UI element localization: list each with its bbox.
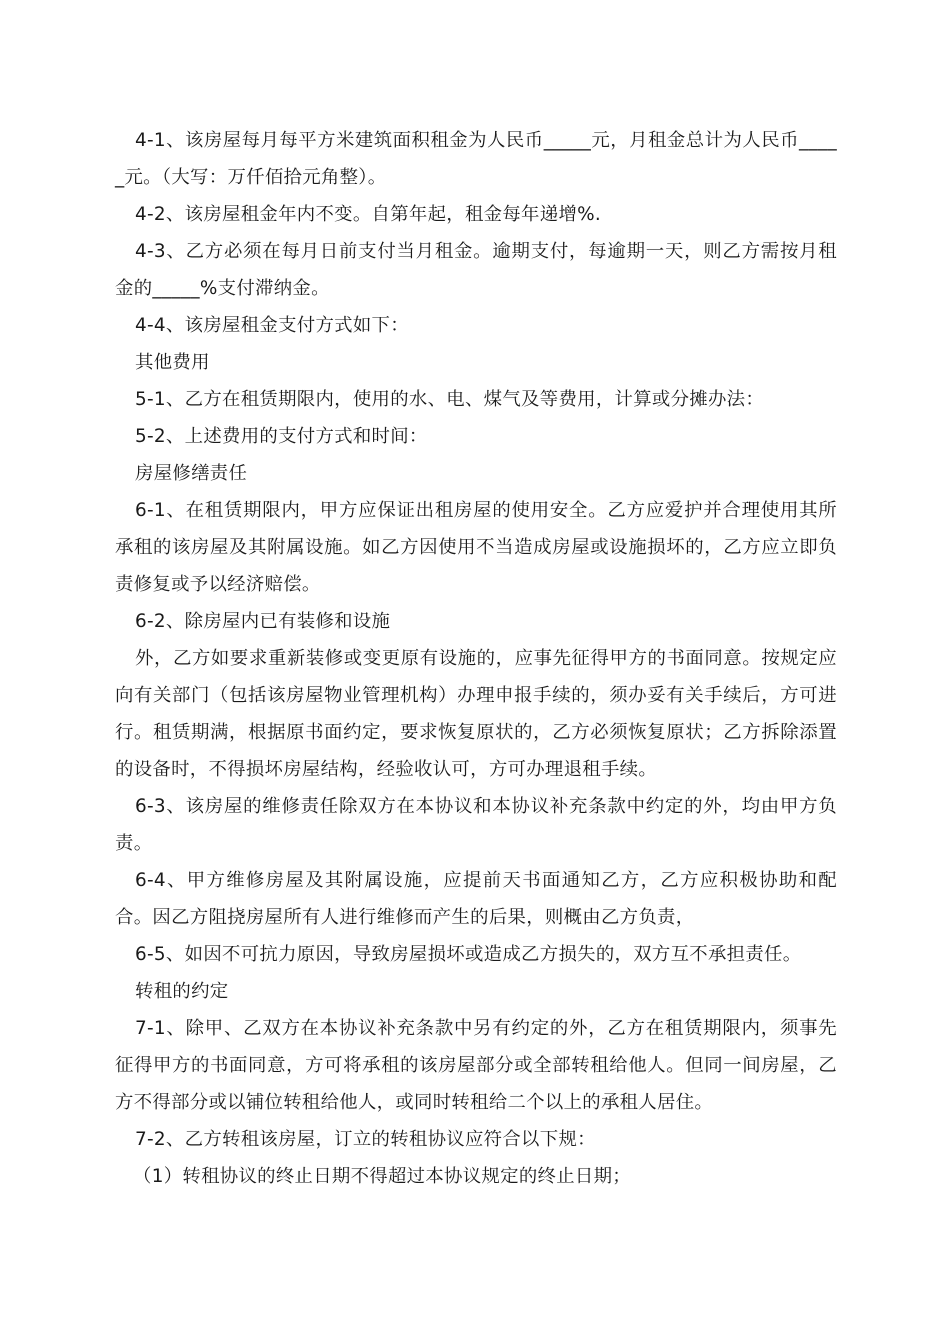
clause-6-1: 6-1、在租赁期限内，甲方应保证出租房屋的使用安全。乙方应爱护并合理使用其所承租的该房屋及其附属设施。如乙方因使用不当造成房屋或设施损坏的，乙方应立即负责修复或予以经济赔偿。 — [115, 500, 837, 595]
clause-5-1: 5-1、乙方在租赁期限内，使用的水、电、煤气及等费用，计算或分摊办法： — [135, 389, 765, 410]
clause-4-3: 4-3、乙方必须在每月日前支付当月租金。逾期支付，每逾期一天，则乙方需按月租金的_____%支付滞纳金。 — [115, 241, 837, 299]
clause-6-5: 6-5、如因不可抗力原因，导致房屋损坏或造成乙方损失的，双方互不承担责任。 — [135, 944, 802, 965]
clause-6-2: 6-2、除房屋内已有装修和设施 — [135, 611, 391, 632]
section-heading-sublease: 转租的约定 — [135, 981, 229, 1002]
section-heading-other-fees: 其他费用 — [135, 352, 210, 373]
clause-6-2-continued: 外，乙方如要求重新装修或变更原有设施的，应事先征得甲方的书面同意。按规定应向有关部门（包括该房屋物业管理机构）办理申报手续的，须办妥有关手续后，方可进行。租赁期满，根据原书面约定，要求恢复原状的，乙方必须恢复原状；乙方拆除添置的设备时，不得损坏房屋结构，经验收认可，方可办理退租手续。 — [115, 648, 837, 780]
clause-6-3: 6-3、该房屋的维修责任除双方在本协议和本协议补充条款中约定的外，均由甲方负责。 — [115, 796, 837, 854]
clause-4-4: 4-4、该房屋租金支付方式如下： — [135, 315, 409, 336]
section-heading-repair: 房屋修缮责任 — [135, 463, 248, 484]
document-body — [115, 122, 837, 1195]
clause-7-2-item-1: （1）转租协议的终止日期不得超过本协议规定的终止日期； — [133, 1166, 631, 1187]
clause-7-2: 7-2、乙方转租该房屋，订立的转租协议应符合以下规： — [135, 1129, 596, 1150]
clause-4-1: 4-1、该房屋每月每平方米建筑面积租金为人民币_____元，月租金总计为人民币_____元。（大写：万仟佰拾元角整）。 — [115, 130, 837, 188]
clause-4-2: 4-2、该房屋租金年内不变。自第年起，租金每年递增%. — [135, 204, 602, 225]
clause-7-1: 7-1、除甲、乙双方在本协议补充条款中另有约定的外，乙方在租赁期限内，须事先征得甲方的书面同意，方可将承租的该房屋部分或全部转租给他人。但同一间房屋，乙方不得部分或以铺位转租给他人，或同时转租给二个以上的承租人居住。 — [115, 1018, 837, 1113]
clause-6-4: 6-4、甲方维修房屋及其附属设施，应提前天书面通知乙方，乙方应积极协助和配合。因乙方阻挠房屋所有人进行维修而产生的后果，则概由乙方负责， — [115, 870, 837, 928]
clause-5-2: 5-2、上述费用的支付方式和时间： — [135, 426, 428, 447]
